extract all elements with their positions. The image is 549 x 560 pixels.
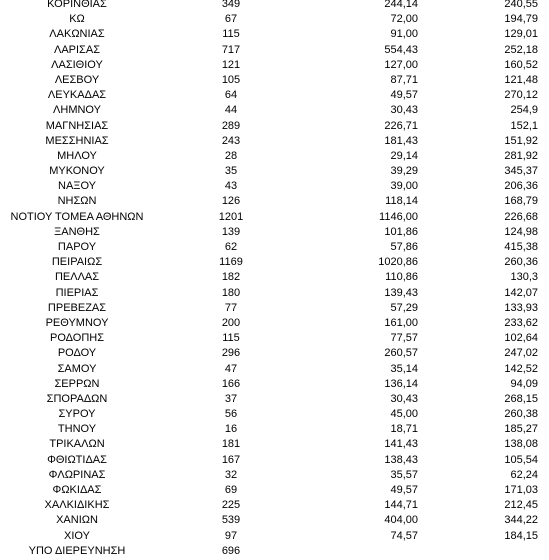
rate-cell: 415,38 bbox=[504, 241, 538, 253]
average-cell: 72,00 bbox=[390, 13, 418, 26]
cases-cell: 115 bbox=[222, 28, 240, 41]
average-cell: 45,00 bbox=[390, 408, 418, 421]
cases-cell: 121 bbox=[221, 58, 241, 71]
average-cell: 136,14 bbox=[384, 377, 418, 390]
table-row bbox=[0, 377, 549, 392]
rate-cell: 206,36 bbox=[504, 180, 538, 193]
table-row bbox=[0, 210, 549, 225]
rate-cell: 62,24 bbox=[510, 468, 538, 481]
cases-cell: 56 bbox=[224, 408, 238, 421]
region-name-cell: ΥΠΟ ΔΙΕΡΕΥΝΗΣΗ bbox=[28, 544, 126, 557]
average-cell: 141,43 bbox=[384, 438, 418, 451]
average-cell: 139,43 bbox=[384, 286, 418, 299]
region-name-cell: ΠΡΕΒΕΖΑΣ bbox=[47, 301, 107, 314]
table-row bbox=[0, 134, 549, 149]
cases-cell: 349 bbox=[221, 0, 241, 10]
cases-cell: 167 bbox=[221, 453, 241, 466]
region-name-cell: ΜΕΣΣΗΝΙΑΣ bbox=[45, 134, 109, 147]
average-cell: 138,43 bbox=[384, 453, 418, 466]
average-cell: 161,00 bbox=[384, 316, 418, 329]
rate-cell: 133,93 bbox=[504, 301, 538, 314]
table-row bbox=[0, 316, 549, 331]
cases-cell: 166 bbox=[221, 377, 241, 390]
average-cell: 101,86 bbox=[384, 225, 418, 238]
rate-cell: 151,92 bbox=[504, 134, 538, 147]
average-cell: 29,14 bbox=[390, 149, 418, 162]
region-name-cell: ΜΗΛΟΥ bbox=[57, 149, 97, 162]
average-cell: 49,57 bbox=[390, 484, 418, 496]
cases-cell: 182 bbox=[221, 271, 241, 284]
cases-cell: 28 bbox=[224, 149, 238, 162]
average-cell: 57,29 bbox=[390, 301, 418, 314]
average-cell: 39,29 bbox=[390, 165, 418, 178]
region-name-cell: ΦΩΚΙΔΑΣ bbox=[52, 484, 102, 496]
cases-cell: 139 bbox=[221, 225, 241, 238]
rate-cell: 171,03 bbox=[504, 484, 538, 496]
cases-cell: 289 bbox=[221, 119, 241, 132]
region-name-cell: ΡΕΘΥΜΝΟΥ bbox=[45, 316, 109, 329]
rate-cell: 226,68 bbox=[504, 210, 538, 223]
rate-cell: 247,02 bbox=[504, 347, 538, 360]
cases-cell: 539 bbox=[221, 514, 241, 527]
table-row bbox=[0, 225, 549, 240]
region-name-cell: ΜΥΚΟΝΟΥ bbox=[49, 165, 105, 178]
rate-cell: 152,1 bbox=[510, 119, 538, 132]
region-name-cell: ΜΑΓΝΗΣΙΑΣ bbox=[45, 119, 109, 132]
rate-cell: 142,07 bbox=[504, 286, 538, 299]
cases-cell: 200 bbox=[221, 316, 241, 329]
rate-cell: 185,27 bbox=[504, 423, 538, 436]
average-cell: 404,00 bbox=[384, 514, 418, 527]
rate-cell: 105,54 bbox=[504, 453, 538, 466]
region-name-cell: ΚΩ bbox=[69, 13, 85, 26]
cases-cell: 296 bbox=[221, 347, 241, 360]
region-name-cell: ΡΟΔΟΠΗΣ bbox=[49, 332, 105, 345]
table-row bbox=[0, 43, 549, 58]
cases-cell: 180 bbox=[221, 286, 241, 299]
table-row bbox=[0, 255, 549, 270]
average-cell: 91,00 bbox=[390, 28, 418, 41]
table-row bbox=[0, 103, 549, 118]
region-name-cell: ΝΑΞΟΥ bbox=[58, 180, 96, 193]
average-cell: 127,00 bbox=[384, 58, 418, 71]
cases-cell: 32 bbox=[224, 468, 238, 481]
cases-cell: 243 bbox=[221, 134, 241, 147]
cases-cell: 1201 bbox=[218, 210, 244, 223]
table-row bbox=[0, 149, 549, 164]
rate-cell: 281,92 bbox=[504, 149, 538, 162]
cases-cell: 16 bbox=[224, 423, 238, 436]
average-cell: 35,57 bbox=[390, 468, 418, 481]
rate-cell: 260,38 bbox=[504, 408, 538, 421]
table-row bbox=[0, 301, 549, 316]
table-row bbox=[0, 392, 549, 407]
average-cell: 1146,00 bbox=[379, 210, 418, 223]
table-row bbox=[0, 362, 549, 377]
average-cell: 39,00 bbox=[390, 180, 418, 193]
table-row bbox=[0, 0, 549, 12]
average-cell: 118,14 bbox=[385, 195, 418, 208]
average-cell: 57,86 bbox=[390, 241, 418, 253]
region-name-cell: ΣΕΡΡΩΝ bbox=[54, 377, 100, 390]
region-name-cell: ΠΕΙΡΑΙΩΣ bbox=[51, 256, 103, 269]
average-cell: 30,43 bbox=[390, 104, 418, 117]
table-row bbox=[0, 240, 549, 255]
average-cell: 226,71 bbox=[384, 119, 418, 132]
rate-cell: 240,55 bbox=[504, 0, 538, 10]
rate-cell: 138,08 bbox=[504, 438, 538, 451]
average-cell: 74,57 bbox=[390, 529, 418, 542]
cases-cell: 717 bbox=[221, 43, 241, 56]
average-cell: 260,57 bbox=[384, 347, 418, 360]
rate-cell: 129,01 bbox=[504, 28, 538, 41]
region-name-cell: ΛΕΣΒΟΥ bbox=[54, 73, 100, 86]
table-row bbox=[0, 453, 549, 468]
cases-cell: 126 bbox=[221, 195, 241, 208]
table-row bbox=[0, 194, 549, 209]
rate-cell: 260,36 bbox=[504, 256, 538, 269]
region-name-cell: ΚΟΡΙΝΘΙΑΣ bbox=[47, 0, 107, 10]
rate-cell: 130,3 bbox=[510, 271, 538, 284]
region-name-cell: ΞΑΝΘΗΣ bbox=[54, 225, 100, 238]
average-cell: 1020,86 bbox=[378, 256, 418, 269]
cases-cell: 77 bbox=[224, 301, 238, 314]
cases-cell: 696 bbox=[221, 544, 241, 557]
average-cell: 244,14 bbox=[384, 0, 418, 10]
region-name-cell: ΣΑΜΟΥ bbox=[57, 362, 97, 375]
rate-cell: 94,09 bbox=[510, 377, 538, 390]
average-cell: 49,57 bbox=[390, 89, 418, 102]
table-row bbox=[0, 437, 549, 452]
table-row bbox=[0, 179, 549, 194]
table-row bbox=[0, 468, 549, 483]
region-name-cell: ΛΑΣΙΘΙΟΥ bbox=[51, 58, 103, 71]
rate-cell: 160,52 bbox=[504, 58, 538, 71]
cases-cell: 225 bbox=[221, 499, 241, 512]
table-row bbox=[0, 270, 549, 285]
region-name-cell: ΣΠΟΡΑΔΩΝ bbox=[46, 392, 108, 405]
average-cell: 110,86 bbox=[385, 271, 418, 284]
cases-cell: 105 bbox=[221, 73, 241, 86]
table-row bbox=[0, 483, 549, 498]
region-name-cell: ΛΗΜΝΟΥ bbox=[53, 104, 101, 117]
cases-cell: 64 bbox=[224, 89, 238, 102]
table-row bbox=[0, 58, 549, 73]
average-cell: 77,57 bbox=[390, 332, 418, 345]
region-name-cell: ΧΑΛΚΙΔΙΚΗΣ bbox=[44, 499, 110, 512]
table-row bbox=[0, 119, 549, 134]
average-cell: 30,43 bbox=[390, 392, 418, 405]
region-name-cell: ΛΑΚΩΝΙΑΣ bbox=[49, 28, 105, 41]
table-row bbox=[0, 407, 549, 422]
cases-cell: 97 bbox=[224, 529, 238, 542]
region-name-cell: ΦΘΙΩΤΙΔΑΣ bbox=[47, 453, 107, 466]
cases-cell: 181 bbox=[221, 438, 241, 451]
rate-cell: 168,79 bbox=[504, 195, 538, 208]
average-cell: 554,43 bbox=[384, 43, 418, 56]
table-row bbox=[0, 422, 549, 437]
region-name-cell: ΛΕΥΚΑΔΑΣ bbox=[47, 89, 107, 102]
cases-cell: 62 bbox=[224, 241, 238, 253]
rate-cell: 194,79 bbox=[504, 13, 538, 26]
cases-cell: 115 bbox=[222, 332, 240, 345]
rate-cell: 212,45 bbox=[504, 499, 538, 512]
rate-cell: 345,37 bbox=[504, 165, 538, 178]
region-name-cell: ΝΗΣΩΝ bbox=[57, 195, 97, 208]
region-name-cell: ΝΟΤΙΟΥ ΤΟΜΕΑ ΑΘΗΝΩΝ bbox=[10, 210, 144, 223]
rate-cell: 344,22 bbox=[504, 514, 538, 527]
average-cell: 35,14 bbox=[390, 362, 418, 375]
table-row bbox=[0, 544, 549, 559]
cases-cell: 35 bbox=[224, 165, 238, 178]
rate-cell: 102,64 bbox=[504, 332, 538, 345]
region-name-cell: ΧΙΟΥ bbox=[64, 529, 90, 542]
table-row bbox=[0, 513, 549, 528]
table-row bbox=[0, 27, 549, 42]
average-cell: 87,71 bbox=[390, 73, 418, 86]
cases-cell: 67 bbox=[224, 13, 238, 26]
table-row bbox=[0, 164, 549, 179]
table-row bbox=[0, 88, 549, 103]
rate-cell: 254,9 bbox=[510, 104, 538, 117]
table-row bbox=[0, 498, 549, 513]
table-row bbox=[0, 286, 549, 301]
average-cell: 181,43 bbox=[384, 134, 418, 147]
average-cell: 144,71 bbox=[384, 499, 418, 512]
cases-cell: 37 bbox=[224, 392, 238, 405]
region-name-cell: ΠΕΛΛΑΣ bbox=[54, 271, 100, 284]
table-row bbox=[0, 529, 549, 544]
region-name-cell: ΛΑΡΙΣΑΣ bbox=[53, 43, 100, 56]
region-name-cell: ΠΑΡΟΥ bbox=[57, 241, 97, 253]
region-name-cell: ΧΑΝΙΩΝ bbox=[56, 514, 98, 527]
rate-cell: 124,98 bbox=[504, 225, 538, 238]
cases-cell: 69 bbox=[224, 484, 238, 496]
average-cell: 18,71 bbox=[390, 423, 418, 436]
table-row bbox=[0, 73, 549, 88]
cases-cell: 47 bbox=[224, 362, 238, 375]
table-row bbox=[0, 331, 549, 346]
rate-cell: 268,15 bbox=[504, 392, 538, 405]
rate-cell: 233,62 bbox=[504, 316, 538, 329]
table-row bbox=[0, 12, 549, 27]
region-name-cell: ΣΥΡΟΥ bbox=[58, 408, 96, 421]
region-name-cell: ΡΟΔΟΥ bbox=[57, 347, 97, 360]
region-name-cell: ΦΛΩΡΙΝΑΣ bbox=[48, 468, 106, 481]
region-name-cell: ΤΡΙΚΑΛΩΝ bbox=[49, 438, 105, 451]
region-name-cell: ΠΙΕΡΙΑΣ bbox=[55, 286, 99, 299]
cases-cell: 1169 bbox=[219, 256, 243, 269]
region-name-cell: ΤΗΝΟΥ bbox=[57, 423, 97, 436]
rate-cell: 252,18 bbox=[504, 43, 538, 56]
rate-cell: 270,12 bbox=[504, 89, 538, 102]
cases-cell: 44 bbox=[224, 104, 238, 117]
table-row bbox=[0, 346, 549, 361]
rate-cell: 121,48 bbox=[504, 73, 538, 86]
cases-cell: 43 bbox=[224, 180, 238, 193]
rate-cell: 184,15 bbox=[504, 529, 538, 542]
rate-cell: 142,52 bbox=[504, 362, 538, 375]
